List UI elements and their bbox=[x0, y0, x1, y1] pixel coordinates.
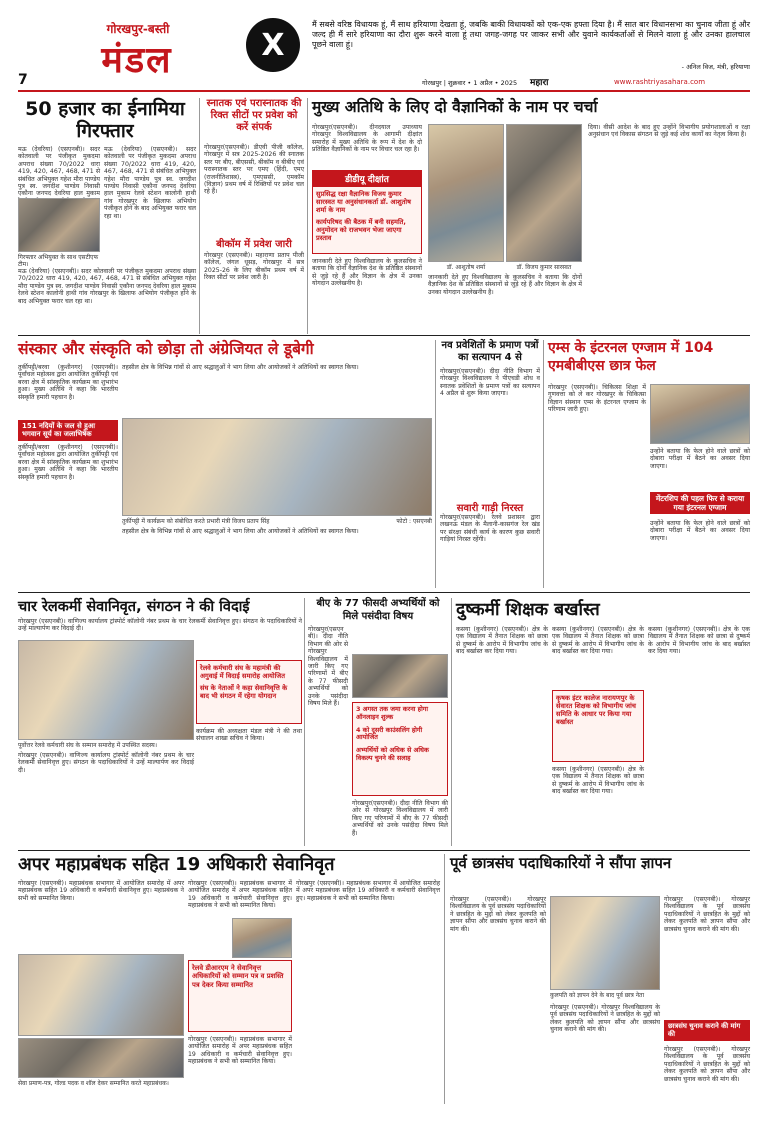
story9-body-mid: कसया (कुशीनगर) (एसएनबी)। क्षेत्र के एक विद्यालय में तैनात शिक्षक को छात्रा से दुष्कर्म के आरोप में विभागीय जांच के बाद बर्खास्त कर दिया गया। bbox=[552, 626, 644, 656]
headline-railway-retire: चार रेलकर्मी सेवानिवृत, संगठन ने की विदाई bbox=[18, 599, 250, 615]
story7-body-col2: कार्यक्रम की अध्यक्षता मंडल मंत्री ने की तथा संचालन शाखा सचिव ने किया। bbox=[196, 728, 302, 743]
page-number: 7 bbox=[18, 72, 28, 88]
headline-aiims: एम्स के इंटरनल एग्जाम में 104 एमबीबीएस छात्र फेल bbox=[548, 340, 714, 374]
retire-photo-2 bbox=[18, 1038, 184, 1078]
story10-body: गोरखपुर (एसएनबी)। महाप्रबंधक सभागार में आयोजित समारोह में अपर महाप्रबंधक सहित 19 अधिकारी व कर्मचारी सेवानिवृत्त हुए। महाप्रबंधक ने सभी को सम्मानित किया। bbox=[18, 880, 184, 902]
story4-body: तुर्कीपट्टी/बरवा (कुशीनगर) (एसएनबी)। पूर्वांचल महोत्सव द्वारा आयोजित तुर्कीपट्टी एवं बरवा क्षेत्र में सांस्कृतिक कार्यक्रम का शुभारंभ हुआ। मुख्य अतिथि ने कहा कि भारतीय संस्कृति हमारी पहचान है। bbox=[18, 364, 118, 401]
story1-body: मऊ (देवरिया) (एसएनबी)। सदर कोतवाली पर पंजीकृत मुकदमा अपराध संख्या 70/2022 धारा 419, 420, 467, 468, 471 से संबंधित अभियुक्त गहेश मौरा पाण्डेय पुत्र स्व. जगदीश पाण्डेय निवासी एकौना जनपद देवरिया हाल मुकाम bbox=[18, 146, 100, 198]
convocation-box-title: डीडीयू दीक्षांत bbox=[312, 170, 422, 187]
story11-body: गोरखपुर (एसएनबी)। गोरखपुर विश्वविद्यालय के पूर्व छात्रसंघ पदाधिकारियों ने छात्रहित के मुद्दों को लेकर कुलपति को ज्ञापन सौंपा और छात्रसंघ चुनाव कराने की मांग की। bbox=[450, 896, 546, 933]
ba-box bbox=[352, 702, 448, 796]
story3-body-right: दिया। वीसी आदेश के बाद हुए उन्होंने विभागीय प्रयोगशालाओं व रक्षा अनुसंधान एवं विकास संगठन से जुड़े कई शोध कार्यों का नेतृत्व किया है। bbox=[588, 124, 750, 139]
railway-box-item-1: रेलवे कर्मचारी संघ के महामंत्री की अगुवाई में विदाई समारोह आयोजित bbox=[200, 664, 285, 680]
railway-photo-caption: पूर्वोत्तर रेलवे कर्मचारी संघ के सम्मान समारोह में उपस्थित सदस्य। bbox=[18, 742, 158, 749]
river-water-box: 151 नदियों के जल से हुआ भगवान सूर्य का जलाभिषेक bbox=[18, 420, 118, 441]
story4-body-col1: तुर्कीपट्टी/बरवा (कुशीनगर) (एसएनबी)। पूर्वांचल महोत्सव द्वारा आयोजित तुर्कीपट्टी एवं बरवा क्षेत्र में सांस्कृतिक कार्यक्रम का शुभारंभ हुआ। मुख्य अतिथि ने कहा कि भारतीय संस्कृति हमारी पहचान है। bbox=[18, 444, 118, 481]
story9-body: कसया (कुशीनगर) (एसएनबी)। क्षेत्र के एक विद्यालय में तैनात शिक्षक को छात्रा से दुष्कर्म के आरोप में विभागीय जांच के बाद बर्खास्त कर दिया गया। bbox=[456, 626, 548, 656]
story4-body-top: तहसील क्षेत्र के विभिन्न गांवों से आए श्रद्धालुओं ने भाग लिया और आयोजकों ने अतिथियों का स्वागत किया। bbox=[122, 364, 359, 371]
story11-body-right: गोरखपुर (एसएनबी)। गोरखपुर विश्वविद्यालय के पूर्व छात्रसंघ पदाधिकारियों ने छात्रहित के मुद्दों को लेकर कुलपति को ज्ञापन सौंपा और छात्रसंघ चुनाव कराने की मांग की। bbox=[664, 896, 750, 933]
story6-body: गोरखपुर (एसएनबी)। चिकित्सा शिक्षा में गुणवत्ता को ले कर गोरखपुर के चिकित्सा विज्ञान संस्थान एम्स के इंटरनल एग्जाम के परिणाम जारी हुए। bbox=[548, 384, 646, 414]
headline-gm-retire: अपर महाप्रबंधक सहित 19 अधिकारी सेवानिवृत bbox=[18, 854, 335, 875]
convocation-item-1: सुप्रसिद्ध रक्षा वैज्ञानिक विजय कुमार सारस्वत या अनुसंधानकर्ता डॉ. आशुतोष शर्मा के नाम bbox=[316, 190, 411, 214]
headline-teacher-dismissed: दुष्कर्मी शिक्षक बर्खास्त bbox=[456, 600, 600, 620]
headline-student-union: पूर्व छात्रसंघ पदाधिकारियों ने सौंपा ज्ञापन bbox=[450, 854, 672, 872]
story11-body-mid: गोरखपुर (एसएनबी)। गोरखपुर विश्वविद्यालय के पूर्व छात्रसंघ पदाधिकारियों ने छात्रहित के मुद्दों को लेकर कुलपति को ज्ञापन सौंपा और छात्रसंघ चुनाव कराने की मांग की। bbox=[550, 1004, 660, 1034]
story6-body2: उन्होंने बताया कि फेल होने वाले छात्रों को दोबारा परीक्षा में बैठने का अवसर दिया जाएगा। bbox=[650, 448, 750, 470]
program-photo-caption: तुर्कीपट्टी में कार्यक्रम को संबोधित करते प्रभारी मंत्री विजय प्रताप सिंह bbox=[122, 518, 270, 525]
story1-body-col2: मऊ (देवरिया) (एसएनबी)। सदर कोतवाली पर पंजीकृत मुकदमा अपराध संख्या 70/2022 धारा 419, 420, 467, 468, 471 से संबंधित अभियुक्त गहेश मौरा पाण्डेय पुत्र स्व. जगदीश पाण्डेय निवासी एकौना जनपद देवरिया हाल मुकाम रेलवे स्टेशन कालोनी हाथी गांव गोरखपुर के खिलाफ अभियोग पंजीकृत होने के बाद अभियुक्त फरार चल रहा था। bbox=[104, 146, 196, 220]
story3-body: गोरखपुर(एसएनबी)। दीनदयाल उपाध्याय गोरखपुर विश्वविद्यालय के आगामी दीक्षांत समारोह में मुख्य अतिथि के रूप में देश के दो प्रतिष्ठित वैज्ञानिकों के नाम पर विचार चल रहा है। bbox=[312, 124, 422, 154]
memorandum-photo bbox=[550, 896, 660, 990]
story3-body-col1b: जानकारी देते हुए विश्वविद्यालय के कुलसचिव ने बताया कि दोनों वैज्ञानिक देश के प्रतिष्ठित संस्थानों से जुड़े रहे हैं और विज्ञान के क्षेत्र में उनका योगदान उल्लेखनीय है। bbox=[312, 258, 422, 288]
photo1-caption: डॉ. आशुतोष शर्मा bbox=[446, 264, 486, 271]
dateline: गोरखपुर | शुक्रवार • 1 अप्रैल • 2025 bbox=[422, 79, 518, 87]
photo-ashutosh-sharma bbox=[428, 124, 504, 262]
sub-head-bcom: बीकॉम में प्रवेश जारी bbox=[216, 239, 292, 250]
gm-photo bbox=[232, 918, 292, 958]
program-photo bbox=[122, 418, 432, 516]
aiims-photo bbox=[650, 384, 750, 444]
headline-reward-arrest: 50 हजार का ईनामिया गिरफ्तार bbox=[25, 98, 185, 142]
story7-body: गोरखपुर (एसएनबी)। वाणिज्य कार्यालय ट्रांस्पोर्ट कॉलोनी नंबर प्रथम के चार रेलकर्मी सेवानिवृत्त हुए। संगठन के पदाधिकारियों ने उन्हें माल्यार्पण कर विदाई दी। bbox=[18, 618, 302, 633]
x-logo-icon: X bbox=[261, 27, 285, 63]
ba-box-item-3: अभ्यर्थियों को अधिक से अधिक विकल्प चुनने की सलाह bbox=[356, 746, 429, 762]
photo2-caption: डॉ. विजय कुमार सारस्वत bbox=[516, 264, 572, 271]
photo-vijay-saraswat bbox=[506, 124, 582, 262]
story8-body: गोरखपुर(एसएनबी)। दीदा नीति विभाग की ओर से गोरखपुर विश्वविद्यालय में जारी किए गए परिणामों में बीए के 77 फीसदी अभ्यर्थियों को उनके पसंदीदा विषय मिले हैं। bbox=[308, 626, 348, 708]
headline-scientists: मुख्य अतिथि के लिए दो वैज्ञानिकों के नाम पर चर्चा bbox=[312, 98, 598, 116]
masthead bbox=[18, 18, 246, 92]
headline-admission-seats: स्नातक एवं परास्नातक की रिक्त सीटों पर प्रवेश को करें संपर्क bbox=[206, 98, 302, 133]
x-logo-circle bbox=[246, 18, 300, 72]
website: www.rashtriyasahara.com bbox=[614, 78, 706, 86]
story3-body-mid: जानकारी देते हुए विश्वविद्यालय के कुलसचिव ने बताया कि दोनों वैज्ञानिक देश के प्रतिष्ठित संस्थानों से जुड़े रहे हैं और विज्ञान के क्षेत्र में उनका योगदान उल्लेखनीय है। bbox=[428, 274, 582, 296]
arrest-photo bbox=[18, 198, 100, 252]
teacher-box: कृषक इंटर कालेज नारायणपुर के सेवारत शिक्षक को विभागीय जांच समिति के आधार पर किया गया बर्खास्त bbox=[552, 690, 644, 762]
quote-attribution: - अनिल विज, मंत्री, हरियाणा bbox=[681, 63, 750, 71]
story9-body-mid2: कसया (कुशीनगर) (एसएनबी)। क्षेत्र के एक विद्यालय में तैनात शिक्षक को छात्रा से दुष्कर्म के आरोप में विभागीय जांच के बाद बर्खास्त कर दिया गया। bbox=[552, 766, 644, 796]
ba-box-item-2: 4 को दूसरी काउंसलिंग होगी आयोजित bbox=[356, 725, 423, 742]
story4-body-bottom: तहसील क्षेत्र के विभिन्न गांवों से आए श्रद्धालुओं ने भाग लिया और आयोजकों ने अतिथियों का स्वागत किया। bbox=[122, 528, 359, 535]
retire-photo-caption: सेवा प्रमाण-पत्र, गोल्ड पदक व शॉल देकर सम्मानित करते महाप्रबंधक। bbox=[18, 1080, 169, 1087]
mentorship-box: मेंटरशिप की पहल फिर से कराया गया इंटरनल एग्जाम bbox=[650, 492, 750, 514]
masthead-region: गोरखपुर-बस्ती bbox=[106, 22, 170, 36]
convocation-box bbox=[312, 186, 422, 254]
headline-culture: संस्कार और संस्कृति को छोड़ा तो अंग्रेजियत ले डूबेगी bbox=[18, 340, 314, 358]
story10-body-col3: गोरखपुर (एसएनबी)। महाप्रबंधक सभागार में आयोजित समारोह में अपर महाप्रबंधक सहित 19 अधिकारी व कर्मचारी सेवानिवृत्त हुए। महाप्रबंधक ने सभी को सम्मानित किया। bbox=[296, 880, 440, 902]
story11-body-right2: गोरखपुर (एसएनबी)। गोरखपुर विश्वविद्यालय के पूर्व छात्रसंघ पदाधिकारियों ने छात्रहित के मुद्दों को लेकर कुलपति को ज्ञापन सौंपा और छात्रसंघ चुनाव कराने की मांग की। bbox=[664, 1046, 750, 1083]
story6-body3: उन्होंने बताया कि फेल होने वाले छात्रों को दोबारा परीक्षा में बैठने का अवसर दिया जाएगा। bbox=[650, 520, 750, 542]
story10-body-col2: गोरखपुर (एसएनबी)। महाप्रबंधक सभागार में आयोजित समारोह में अपर महाप्रबंधक सहित 19 अधिकारी व कर्मचारी सेवानिवृत्त हुए। महाप्रबंधक ने सभी को सम्मानित किया। bbox=[188, 880, 292, 910]
paper-name: महारा bbox=[530, 78, 549, 88]
headline-certificates: नव प्रवेशितों के प्रमाण पत्रों का सत्यापन 4 से bbox=[441, 340, 539, 363]
story8-body2: गोरखपुर(एसएनबी)। दीदा नीति विभाग की ओर से गोरखपुर विश्वविद्यालय में जारी किए गए परिणामों में बीए के 77 फीसदी अभ्यर्थियों को उनके पसंदीदा विषय मिले हैं। bbox=[352, 800, 448, 837]
sub-head-train: सवारी गाड़ी निरस्त bbox=[456, 503, 524, 514]
story10-body-col2b: गोरखपुर (एसएनबी)। महाप्रबंधक सभागार में आयोजित समारोह में अपर महाप्रबंधक सहित 19 अधिकारी व कर्मचारी सेवानिवृत्त हुए। महाप्रबंधक ने सभी को सम्मानित किया। bbox=[188, 1036, 292, 1066]
story9-body-right: कसया (कुशीनगर) (एसएनबी)। क्षेत्र के एक विद्यालय में तैनात शिक्षक को छात्रा से दुष्कर्म के आरोप में विभागीय जांच के बाद बर्खास्त कर दिया गया। bbox=[648, 626, 750, 656]
story5-body2: गोरखपुर(एसएनबी)। रेलवे प्रशासन द्वारा लखनऊ मंडल के मैलानी-कासगंज रेल खंड पर संरक्षा संबंधी कार्य के कारण कुछ सवारी गाड़ियां निरस्त रहेंगी। bbox=[440, 514, 540, 544]
story2-body2: गोरखपुर (एसएनबी)। महाराणा प्रताप पीजी कॉलेज, जंगल धूसड़, गोरखपुर में सत्र 2025-26 के लिए बीकॉम प्रथम वर्ष में रिक्त सीटों पर प्रवेश जारी है। bbox=[204, 252, 304, 282]
program-photo-credit: फोटो : एसएनबी bbox=[396, 518, 432, 525]
convocation-item-2: कार्यपरिषद की बैठक में बनी सहमति, अनुमोदन को राजभवन भेजा जाएगा प्रस्ताव bbox=[316, 218, 406, 242]
headline-ba-subjects: बीए के 77 फीसदी अभ्यर्थियों को मिले पसंदीदा विषय bbox=[316, 598, 440, 622]
memorandum-photo-caption: कुलपति को ज्ञापन देने के बाद पूर्व छात्र नेता bbox=[550, 992, 645, 999]
arrest-photo-caption: गिरफ्तार अभियुक्त के साथ एसटीएफ टीम। bbox=[18, 254, 99, 268]
union-election-box: छात्रसंघ चुनाव कराने की मांग की bbox=[664, 1020, 750, 1041]
retire-photo-1 bbox=[18, 954, 184, 1036]
railway-box bbox=[196, 660, 302, 724]
masthead-brand: मंडल bbox=[101, 39, 173, 81]
story1-body-cont: मऊ (देवरिया) (एसएनबी)। सदर कोतवाली पर पंजीकृत मुकदमा अपराध संख्या 70/2022 धारा 419, 420, 467, 468, 471 से संबंधित अभियुक्त गहेश मौरा पाण्डेय पुत्र स्व. जगदीश पाण्डेय निवासी एकौना जनपद देवरिया हाल मुकाम रेलवे स्टेशन कालोनी हाथी गांव गोरखपुर के खिलाफ अभियोग पंजीकृत होने के बाद अभियुक्त फरार चल रहा था। bbox=[18, 268, 196, 305]
university-photo bbox=[352, 654, 448, 698]
drm-box: रेलवे डीआरएम ने सेवानिवृत्त अधिकारियों को सम्मान पत्र व प्रशस्ति पत्र देकर किया सम्मानित bbox=[188, 960, 292, 1032]
ba-box-item-1: 3 अगस्त तक जमा करना होगा ऑनलाइन शुल्क bbox=[356, 705, 428, 721]
masthead-quote: मैं सबसे वरिष्ठ विधायक हूं, मैं साथ हरियाणा देखता हूं, जबकि बाकी विधायकों को एक-एक हफ्ता दिया है। मैं सात बार विधानसभा का चुनाव जीता हूं और जल्द ही मैं सारे हरियाणा का दौरा शुरू करने वाला हूं तथा जगह-जगह पर जाकर सभी और युवाने कार्यकर्ताओं से मिलने वाला हूं और उनका हालचाल पूछने वाला हूं। bbox=[312, 20, 750, 49]
railway-box-item-2: संघ के नेताओं ने कहा सेवानिवृत्ति के बाद भी संगठन में रहेगा योगदान bbox=[200, 684, 288, 700]
story5-body: गोरखपुर(एसएनबी)। दीदा नीति विभाग में गोरखपुर विश्वविद्यालय ने पीएचडी शोध व स्नातक प्रवेशितों के प्रमाण पत्रों का सत्यापन 4 अप्रैल से शुरू किया जाएगा। bbox=[440, 368, 540, 398]
railway-photo bbox=[18, 640, 194, 740]
story2-body: गोरखपुर(एसएनबी)। डीएवी पीजी कॉलेज, गोरखपुर में सत्र 2025-2026 की स्नातक स्तर पर बीए, बीएससी, बीकॉम व बीबीए एवं परास्नातक स्तर पर एमए (हिंदी, एमए (राजनीतिशास्त्र), एमएससी, एमकॉम (विज्ञान) प्रथम वर्ष में रिक्तियों पर प्रवेश चल रहे हैं। bbox=[204, 144, 304, 196]
story7-body-col1: गोरखपुर (एसएनबी)। वाणिज्य कार्यालय ट्रांस्पोर्ट कॉलोनी नंबर प्रथम के चार रेलकर्मी सेवानिवृत्त हुए। संगठन के पदाधिकारियों ने उन्हें माल्यार्पण कर विदाई दी। bbox=[18, 752, 194, 774]
